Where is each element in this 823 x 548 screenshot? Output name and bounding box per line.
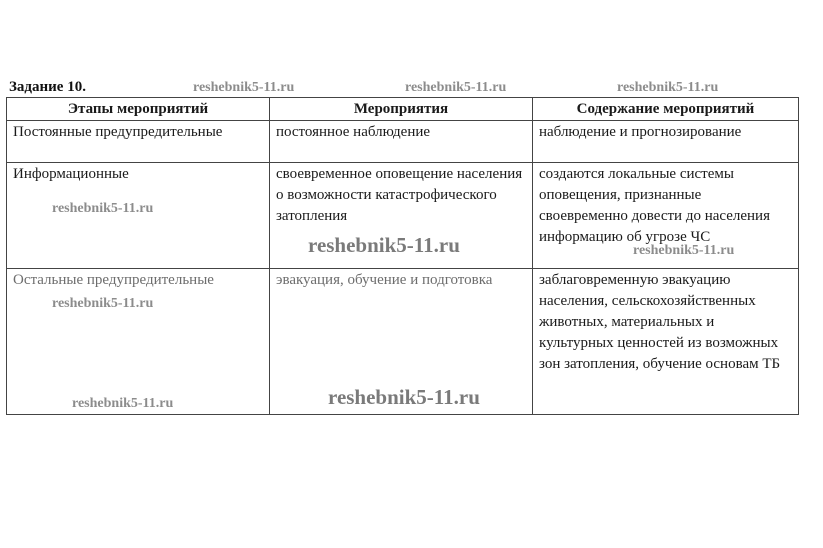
header-stages: Этапы мероприятий — [7, 98, 270, 121]
table-cell: Остальные предупредительные — [7, 269, 270, 415]
watermark: reshebnik5-11.ru — [308, 233, 460, 257]
header-measures: Мероприятия — [270, 98, 533, 121]
table-cell: заблаговременную эвакуацию населения, сельскохозяйственных животных, материальных и культурных ценностей из возможных зон затопления, обучение основам ТБ — [533, 269, 799, 415]
watermark: reshebnik5-11.ru — [617, 80, 719, 95]
table-row — [7, 121, 799, 163]
table-cell: наблюдение и прогнозирование — [533, 121, 799, 163]
table-cell: эвакуация, обучение и подготовка — [270, 269, 533, 415]
task-title: Задание 10. — [9, 79, 86, 95]
watermark: reshebnik5-11.ru — [405, 80, 507, 95]
table-cell: Постоянные предупредительные — [7, 121, 270, 163]
watermark: reshebnik5-11.ru — [72, 396, 174, 411]
watermark: reshebnik5-11.ru — [193, 80, 295, 95]
table-cell: постоянное наблюдение — [270, 121, 533, 163]
table-cell: создаются локальные системы оповещения, признанные своевременно довести до населения информацию об угрозе ЧС — [533, 163, 799, 269]
table-cell: Информационные — [7, 163, 270, 269]
watermark: reshebnik5-11.ru — [633, 243, 735, 258]
watermark: reshebnik5-11.ru — [328, 385, 480, 409]
table-cell: своевременное оповещение населения о возможности катастрофического затопления — [270, 163, 533, 269]
table-header-row — [7, 98, 799, 121]
header-content: Содержание мероприятий — [533, 98, 799, 121]
watermark: reshebnik5-11.ru — [52, 296, 154, 311]
watermark: reshebnik5-11.ru — [52, 201, 154, 216]
